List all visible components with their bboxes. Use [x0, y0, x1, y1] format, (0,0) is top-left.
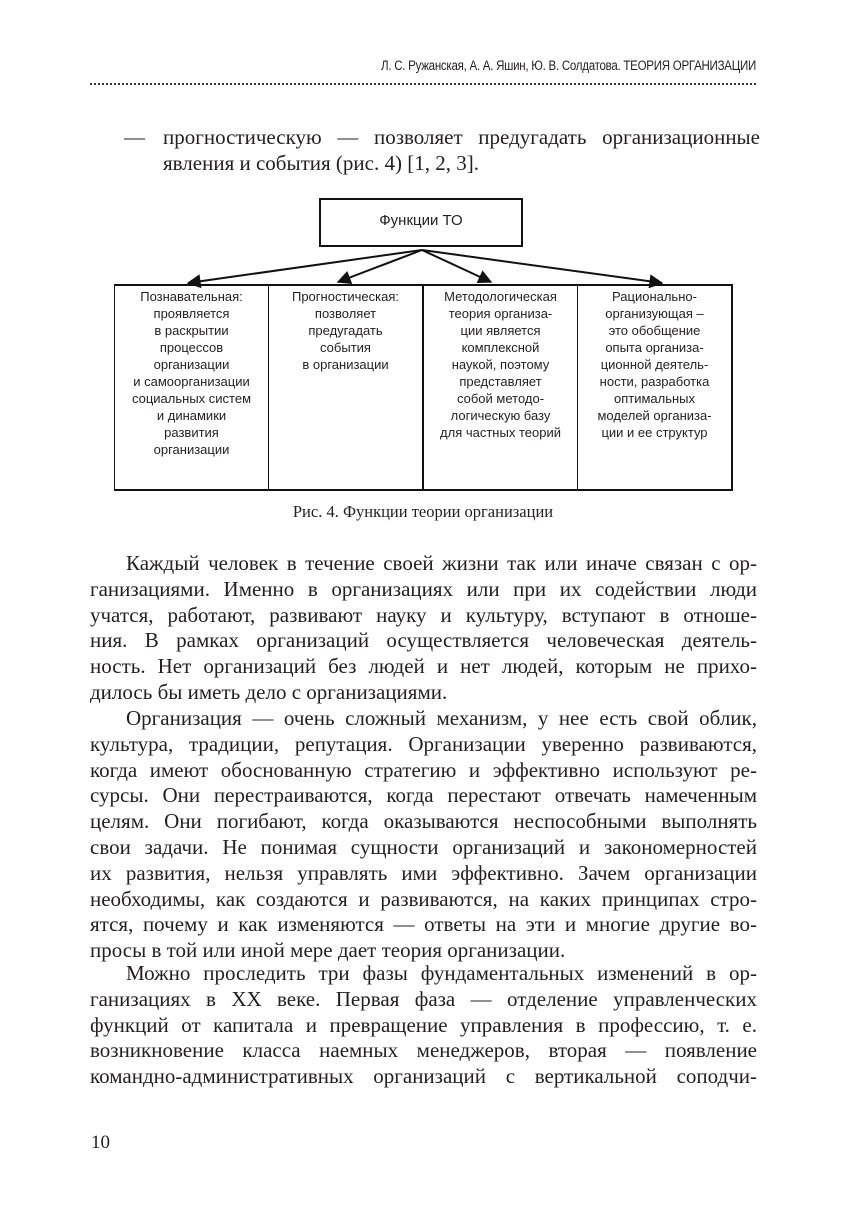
paragraph-line: возникновение класса наемных менеджеров, вторая — появление: [90, 1038, 757, 1063]
column-rational-organizing: [578, 286, 731, 489]
column-line: Методологическая: [444, 289, 557, 304]
column-line: представляет: [459, 374, 542, 389]
column-line: ционной деятель-: [600, 357, 709, 372]
paragraph-line: командно-административных организаций с вертикальной соподчи-: [90, 1064, 757, 1089]
paragraph-line: культура, традиции, репутация. Организации уверенно развиваются,: [90, 731, 757, 756]
paragraph-line: функций от капитала и превращение управления в профессию, т. е.: [90, 1012, 757, 1037]
paragraph-line: Организация — очень сложный механизм, у нее есть свой облик,: [126, 706, 757, 730]
arrow-to-rational: [422, 250, 662, 283]
paragraph-line: просы в той или иной мере дает теория организации.: [90, 938, 566, 963]
column-line: организации: [153, 357, 230, 372]
figure-functions-diagram: [0, 0, 857, 540]
arrow-to-methodological: [422, 250, 491, 282]
paragraph-line: свои задачи. Не понимая сущности организаций и закономерностей: [90, 834, 757, 859]
column-methodological: [423, 286, 578, 489]
paragraph-line: ность. Нет организаций без людей и нет людей, которым не прихо-: [90, 654, 757, 679]
column-line: логическую базу: [450, 408, 551, 423]
bullet-line: прогностическую — позволяет предугадать организационные: [163, 125, 760, 149]
column-line: развития: [164, 425, 219, 440]
column-line: в раскрытии: [154, 323, 229, 338]
column-line: проявляется: [153, 306, 230, 321]
paragraph: [90, 706, 757, 964]
column-line: комплексной: [461, 340, 540, 355]
arrow-to-prognostic: [338, 250, 422, 282]
column-prognostic: [269, 286, 423, 489]
column-line: позволяет: [314, 306, 377, 321]
column-line: ции и ее структур: [601, 425, 708, 440]
column-line: организации: [153, 442, 230, 457]
paragraph-line: Можно проследить три фазы фундаментальных изменений в ор-: [126, 961, 757, 985]
column-line: Познавательная:: [140, 289, 243, 304]
header-dotted-rule: [90, 83, 756, 85]
column-line: предугадать: [308, 323, 383, 338]
column-line: теория организа-: [448, 306, 553, 321]
column-line: это обобщение: [608, 323, 701, 338]
column-line: Прогностическая:: [291, 289, 400, 304]
paragraph: [90, 961, 757, 1090]
column-line: моделей организа-: [597, 408, 712, 423]
root-node-label: Функции ТО: [379, 212, 463, 229]
paragraph-line: ганизациях в XX веке. Первая фаза — отделение управленческих: [90, 986, 757, 1011]
column-line: оптимальных: [613, 391, 696, 406]
column-line: собой методо-: [456, 391, 545, 406]
paragraph-line: ния. В рамках организаций осуществляется человеческая деятель-: [90, 628, 757, 653]
column-line: события: [320, 340, 371, 355]
paragraph-line: необходимы, как создаются и развиваются, на каких принципах стро-: [90, 886, 757, 911]
column-line: ности, разработка: [599, 374, 710, 389]
column-line: и динамики: [156, 408, 227, 423]
bullet-item: [90, 124, 760, 176]
paragraph-line: ятся, почему и как изменяются — ответы на эти и многие другие во-: [90, 912, 757, 937]
column-line: социальных систем: [131, 391, 252, 406]
column-line: для частных теорий: [440, 425, 561, 440]
paragraph-line: учатся, работают, развивают науку и культуру, вступают в отноше-: [90, 602, 757, 627]
bullet-text: [163, 124, 760, 176]
column-line: и самоорганизации: [133, 374, 250, 389]
paragraph-line: ганизациями. Именно в организациях или при их содействии люди: [90, 576, 757, 601]
column-line: ции является: [460, 323, 541, 338]
column-line: Рационально-: [612, 289, 697, 304]
paragraph-line: целям. Они погибают, когда оказываются неспособными выполнять: [90, 809, 757, 834]
column-line: в организации: [302, 357, 389, 372]
running-head: Л. С. Ружанская, А. А. Яшин, Ю. В. Солдатова. ТЕОРИЯ ОРГАНИЗАЦИИ: [381, 58, 756, 73]
figure-caption: Рис. 4. Функции теории организации: [292, 502, 554, 521]
paragraph: [90, 551, 757, 706]
paragraph-line: дилось бы иметь дело с организациями.: [90, 679, 448, 704]
arrow-to-cognitive: [188, 250, 422, 283]
paragraph-line: когда имеют обоснованную стратегию и эффективно используют ре-: [90, 757, 757, 782]
column-line: процессов: [159, 340, 224, 355]
diagram-root-node: [319, 198, 523, 247]
page-number: 10: [91, 1132, 110, 1153]
paragraph-line: Каждый человек в течение своей жизни так или иначе связан с ор-: [126, 551, 757, 575]
column-cognitive: [115, 286, 269, 489]
diagram-function-columns: [114, 284, 733, 491]
paragraph-line: их развития, нельзя управлять ими эффективно. Зачем организации: [90, 860, 757, 885]
paragraph-line: сурсы. Они перестраиваются, когда перестают отвечать намеченным: [90, 783, 757, 808]
bullet-dash: —: [124, 125, 145, 149]
column-line: организующая –: [605, 306, 704, 321]
column-line: наукой, поэтому: [451, 357, 550, 372]
column-line: опыта организа-: [605, 340, 704, 355]
bullet-line: явления и события (рис. 4) [1, 2, 3].: [163, 151, 479, 175]
